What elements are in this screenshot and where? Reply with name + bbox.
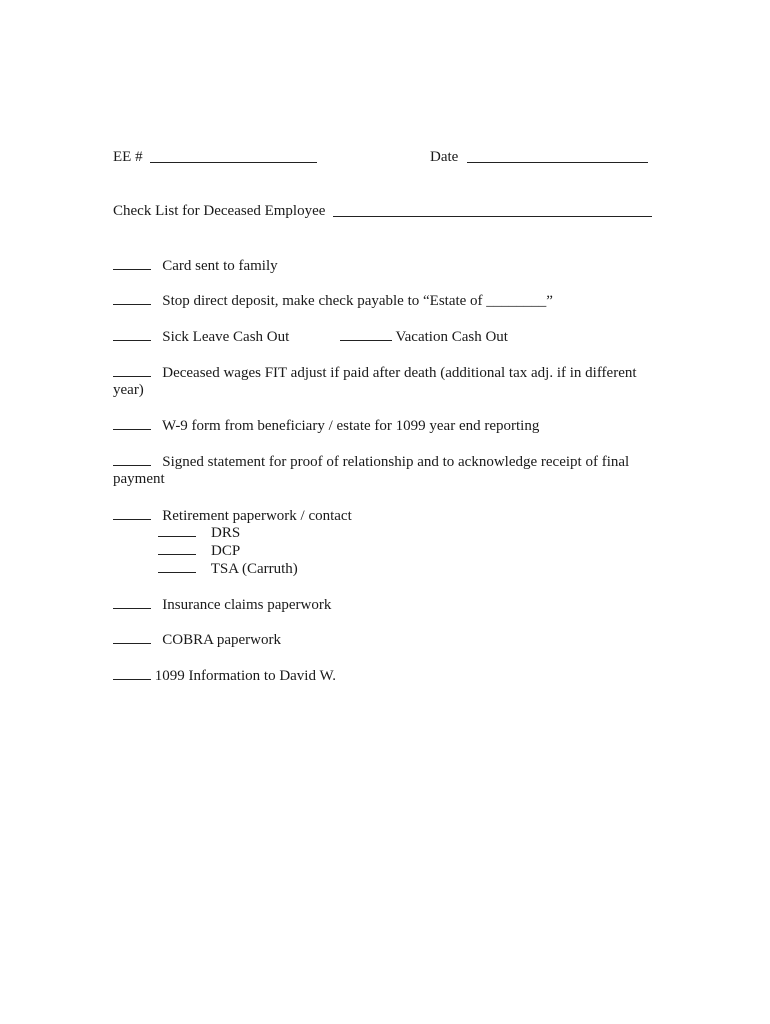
date-field[interactable] bbox=[467, 162, 648, 163]
item-label: Stop direct deposit, make check payable to “Estate of ________” bbox=[162, 293, 553, 309]
checkbox-blank[interactable] bbox=[113, 416, 151, 430]
sub-list-item bbox=[158, 541, 240, 560]
sub-item-label: DCP bbox=[211, 543, 241, 559]
list-item bbox=[113, 416, 539, 435]
checkbox-blank[interactable] bbox=[113, 630, 151, 644]
list-item bbox=[113, 363, 637, 382]
list-item bbox=[113, 595, 331, 614]
ee-number-label: EE # bbox=[113, 149, 143, 165]
checkbox-blank[interactable] bbox=[158, 559, 196, 573]
checkbox-blank[interactable] bbox=[113, 327, 151, 341]
item-label-continued: payment bbox=[113, 471, 165, 487]
list-item bbox=[340, 327, 508, 346]
employee-name-field[interactable] bbox=[333, 216, 652, 217]
item-label: Deceased wages FIT adjust if paid after death (additional tax adj. if in different bbox=[162, 365, 637, 381]
checkbox-blank[interactable] bbox=[340, 327, 392, 341]
item-label-continued: year) bbox=[113, 382, 144, 398]
checkbox-blank[interactable] bbox=[158, 541, 196, 555]
item-label: Retirement paperwork / contact bbox=[162, 508, 352, 524]
checkbox-blank[interactable] bbox=[158, 523, 196, 537]
item-label: W-9 form from beneficiary / estate for 1099 year end reporting bbox=[161, 418, 540, 434]
list-item bbox=[113, 630, 281, 649]
list-item bbox=[113, 291, 553, 310]
sub-list-item bbox=[158, 523, 240, 542]
checkbox-blank[interactable] bbox=[113, 256, 151, 270]
item-label: Vacation Cash Out bbox=[395, 329, 508, 345]
checkbox-blank[interactable] bbox=[113, 452, 151, 466]
item-label: Card sent to family bbox=[162, 258, 278, 274]
sub-item-label: DRS bbox=[211, 525, 241, 541]
list-item bbox=[113, 327, 289, 346]
item-label: COBRA paperwork bbox=[162, 632, 281, 648]
sub-item-label: TSA (Carruth) bbox=[210, 561, 298, 577]
checkbox-blank[interactable] bbox=[113, 595, 151, 609]
date-label: Date bbox=[430, 149, 459, 165]
item-label: Insurance claims paperwork bbox=[162, 597, 332, 613]
item-label: Signed statement for proof of relationship and to acknowledge receipt of final bbox=[162, 454, 630, 470]
sub-list-item bbox=[158, 559, 298, 578]
list-item bbox=[113, 256, 278, 275]
item-label: 1099 Information to David W. bbox=[154, 668, 336, 684]
list-item bbox=[113, 666, 336, 685]
list-item bbox=[113, 452, 629, 471]
checkbox-blank[interactable] bbox=[113, 506, 151, 520]
ee-number-field[interactable] bbox=[150, 162, 317, 163]
item-label: Sick Leave Cash Out bbox=[162, 329, 290, 345]
checkbox-blank[interactable] bbox=[113, 291, 151, 305]
checkbox-blank[interactable] bbox=[113, 666, 151, 680]
page-title: Check List for Deceased Employee bbox=[113, 203, 326, 219]
checkbox-blank[interactable] bbox=[113, 363, 151, 377]
